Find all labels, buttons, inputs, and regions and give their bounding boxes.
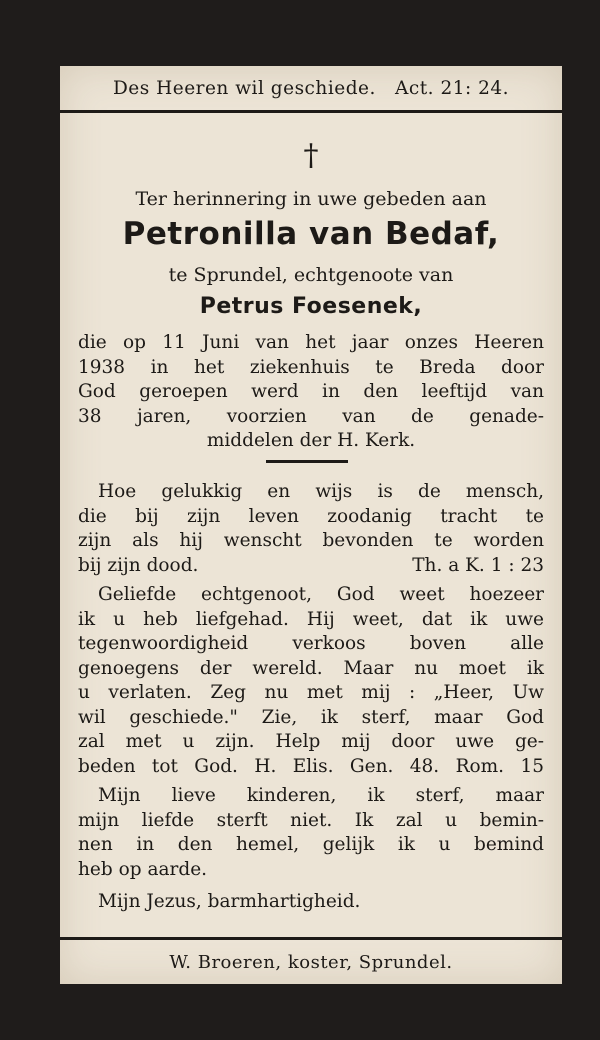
verse-line: Hoe gelukkig en wijs is de mensch,	[98, 481, 544, 502]
verse-line: beden tot God. H. Elis. Gen. 48. Rom. 15	[78, 755, 544, 777]
bio-line: middelen der H. Kerk.	[206, 430, 416, 451]
header-text: Des Heeren wil geschiede.	[112, 77, 376, 99]
biography	[78, 331, 544, 454]
verse-reference: Th. a K. 1 : 23	[412, 554, 544, 576]
verse-line: Mijn lieve kinderen, ik sterf, maar	[98, 785, 544, 806]
verse-line: zal met u zijn. Help mij door uwe ge-	[78, 731, 544, 752]
bio-line: God geroepen werd in den leeftijd van	[78, 381, 544, 402]
verses	[78, 480, 544, 920]
verse-line: die bij zijn leven zoodanig tracht te	[78, 505, 544, 527]
verse-3	[78, 784, 544, 882]
verse-line: genoegens der wereld. Maar nu moet ik	[78, 657, 544, 679]
verse-line: Geliefde echtgenoot, God weet hoezeer	[98, 584, 544, 605]
cross-icon: †	[303, 138, 319, 173]
verse-line: tegenwoordigheid verkoos boven alle	[78, 633, 544, 654]
verse-line: ik u heb liefgehad. Hij weet, dat ik uwe	[78, 608, 544, 630]
bio-line: 38 jaren, voorzien van de genade-	[78, 405, 544, 427]
memorial-card	[60, 66, 562, 984]
intro-line: Ter herinnering in uwe gebeden aan	[135, 188, 487, 210]
bio-line: 1938 in het ziekenhuis te Breda door	[78, 356, 544, 378]
verse-line	[78, 554, 544, 579]
bio-line: die op 11 Juni van het jaar onzes Heeren	[78, 332, 544, 353]
verse-line: zijn als hij wenscht bevonden te worden	[78, 530, 544, 551]
verse-2	[78, 583, 544, 779]
verse-1	[78, 480, 544, 578]
deceased-name: Petronilla van Bedaf,	[122, 216, 500, 252]
header-verse	[60, 66, 562, 113]
prayer: Mijn Jezus, barmhartigheid.	[98, 891, 361, 912]
verse-line: u verlaten. Zeg nu met mij : „Heer, Uw	[78, 682, 544, 703]
divider	[266, 460, 348, 463]
verse-line: wil geschiede." Zie, ik sterf, maar God	[78, 706, 544, 728]
place-line: te Sprundel, echtgenoote van	[168, 264, 454, 286]
verse-line: nen in den hemel, gelijk ik u bemind	[78, 834, 544, 855]
footer: W. Broeren, koster, Sprundel.	[60, 937, 562, 984]
verse-line: mijn liefde sterft niet. Ik zal u bemin-	[78, 809, 544, 831]
header-reference: Act. 21: 24.	[395, 77, 510, 99]
spouse-name: Petrus Foesenek,	[199, 294, 423, 319]
verse-line: heb op aarde.	[78, 858, 208, 880]
verse-line-text: bij zijn dood.	[78, 554, 199, 576]
